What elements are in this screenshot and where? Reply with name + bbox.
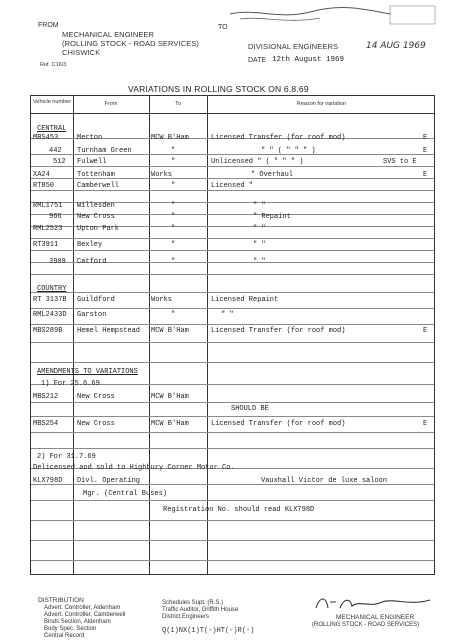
reason: " " [253, 241, 266, 249]
vehicle-number: MBS254 [33, 420, 59, 428]
amendment-1-label: 1) For 25.6.69 [41, 380, 100, 388]
to-destination: " [171, 225, 176, 233]
vehicle-number: 442 [49, 147, 62, 155]
table-row [31, 212, 436, 223]
vehicle-number: MBS289B [33, 327, 63, 335]
reason: Unlicensed " ( " " " ) [211, 158, 304, 166]
from-depot: Turnham Green [77, 147, 132, 155]
from-depot: Divl. Operating [77, 477, 141, 485]
table-row [31, 146, 436, 157]
date-label: DATE [248, 57, 267, 64]
amendment-2-note: Registration No. should read KLX798D [163, 506, 315, 514]
vehicle-number: RML1751 [33, 202, 63, 210]
table-row [31, 476, 436, 487]
from-depot: Tottenham [77, 171, 115, 179]
date-text: 12th August 1969 [272, 56, 345, 64]
vehicle-number: RML2433D [33, 311, 67, 319]
from-depot: Hemel Hempstead [77, 327, 141, 335]
distribution-item: Traffic Auditor, Griffith House [162, 607, 239, 613]
table-row [31, 326, 436, 337]
vehicle-number: RT850 [33, 182, 55, 190]
table-row [31, 170, 436, 181]
column-header-to: To [175, 101, 181, 107]
to-destination: Works [151, 171, 173, 179]
distribution-item: Advert. Controller, Aldenham [44, 605, 121, 611]
from-depot: Merton [77, 134, 103, 142]
section-heading-country: COUNTRY [37, 285, 67, 293]
section-heading-central: CENTRAL [37, 125, 67, 133]
to-destination: MCW B'Ham [151, 134, 189, 142]
vehicle-number: RML2523 [33, 225, 63, 233]
table-row [31, 392, 436, 403]
reason: Licensed Transfer (for roof mod) [211, 420, 346, 428]
distribution-label: DISTRIBUTION [38, 597, 84, 604]
distribution-item: Advert. Controller, Camberwell [44, 612, 126, 618]
to-destination: " [171, 258, 176, 266]
from-depot: Willesden [77, 202, 115, 210]
distribution-item: Schedules Supt. (R.S.) [162, 600, 224, 606]
table-row [31, 310, 436, 321]
distribution-item: Binds Section, Aldenham [44, 619, 111, 625]
to-destination: " [171, 213, 176, 221]
vehicle-number: 966 [49, 213, 62, 221]
from-depot: Catford [77, 258, 107, 266]
table-row [31, 181, 436, 192]
reason: Licensed " [211, 182, 254, 190]
to-text: DIVISIONAL ENGINEERS [248, 42, 339, 51]
amendment-2-from-continued: Mgr. (Central Buses) [83, 490, 168, 498]
reason: Licensed Repaint [211, 296, 279, 304]
table-row [31, 419, 436, 430]
signature-subtitle: (ROLLING STOCK - ROAD SERVICES) [312, 622, 420, 628]
vehicle-number: RT3911 [33, 241, 59, 249]
to-destination: MCW B'Ham [151, 393, 189, 401]
reason: " " [253, 258, 266, 266]
from-line-1: MECHANICAL ENGINEER [62, 30, 155, 39]
to-destination: " [171, 182, 176, 190]
signature [310, 592, 440, 614]
reason: " Overhaul [251, 171, 294, 179]
distribution-item: Body Spec. Section [44, 626, 97, 632]
from-depot: New Cross [77, 393, 115, 401]
vehicle-number: 3909 [49, 258, 66, 266]
to-destination: Works [151, 296, 173, 304]
to-destination: MCW B'Ham [151, 420, 189, 428]
from-line-2: (ROLLING STOCK - ROAD SERVICES) [62, 39, 200, 48]
amendment-2-label: 2) For 31.7.69 [37, 453, 96, 461]
handwritten-stamp-mark [200, 4, 440, 32]
to-destination: " [171, 241, 176, 249]
page-title: VARIATIONS IN ROLLING STOCK ON 6.8.69 [128, 84, 309, 94]
distribution-item: Central Record [44, 633, 85, 639]
should-be-label: SHOULD BE [231, 405, 269, 413]
table-row [31, 257, 436, 268]
note: E [423, 134, 428, 142]
reason: " " [221, 311, 234, 319]
reason: " " [253, 202, 266, 210]
reason: Licensed Transfer (for roof mod) [211, 327, 346, 335]
reference: Ref. C16/3 [40, 62, 67, 68]
to-label: TO [218, 24, 228, 31]
vehicle-number: XA24 [33, 171, 50, 179]
from-line-3: CHISWICK [62, 48, 101, 57]
note: SVS to E [383, 158, 417, 166]
distribution-item: District Engineers [162, 614, 210, 620]
copy-count-code: Q(1)NX(1)T(-)HT(-)R(-) [162, 627, 255, 635]
reason: Vauxhall Victor de luxe saloon [261, 477, 388, 485]
table-row [31, 224, 436, 235]
from-depot: Garston [77, 311, 107, 319]
amendment-2-line: Delicensed and sold to Highbury Corner Motor Co. [33, 464, 235, 472]
reason: " " ( " " " ) [261, 147, 316, 155]
received-stamp-date: 14 AUG 1969 [366, 41, 426, 51]
to-destination: MCW B'Ham [151, 327, 189, 335]
vehicle-number: KLX798D [33, 477, 63, 485]
section-heading-amendments: AMENDMENTS TO VARIATIONS [37, 368, 138, 376]
reason: " Repaint [253, 213, 291, 221]
from-label: FROM [38, 22, 59, 29]
variations-table [30, 95, 435, 575]
to-destination: " [171, 158, 176, 166]
from-depot: New Cross [77, 213, 115, 221]
reason: Licensed Transfer (for roof mod) [211, 134, 346, 142]
table-row [31, 201, 436, 212]
vehicle-number: MBS453 [33, 134, 59, 142]
to-destination: " [171, 147, 176, 155]
from-depot: Upton Park [77, 225, 120, 233]
note: E [423, 171, 428, 179]
from-depot: Camberwell [77, 182, 120, 190]
table-row [31, 157, 436, 168]
table-row [31, 295, 436, 306]
vehicle-number: 512 [53, 158, 66, 166]
from-depot: Bexley [77, 241, 103, 249]
note: E [423, 327, 428, 335]
table-row [31, 133, 436, 144]
from-depot: Fulwell [77, 158, 107, 166]
signature-title: MECHANICAL ENGINEER [336, 614, 415, 621]
from-depot: Guildford [77, 296, 115, 304]
to-destination: " [171, 311, 176, 319]
vehicle-number: RT 3137B [33, 296, 67, 304]
column-header-vehicle: Vehicle number [33, 99, 71, 105]
from-depot: New Cross [77, 420, 115, 428]
column-header-from: From [104, 101, 118, 107]
column-header-reason: Reason for variation [296, 101, 347, 107]
note: E [423, 420, 428, 428]
vehicle-number: MBS212 [33, 393, 59, 401]
reason: " " [253, 225, 266, 233]
note: E [423, 147, 428, 155]
table-row [31, 240, 436, 251]
to-destination: " [171, 202, 176, 210]
